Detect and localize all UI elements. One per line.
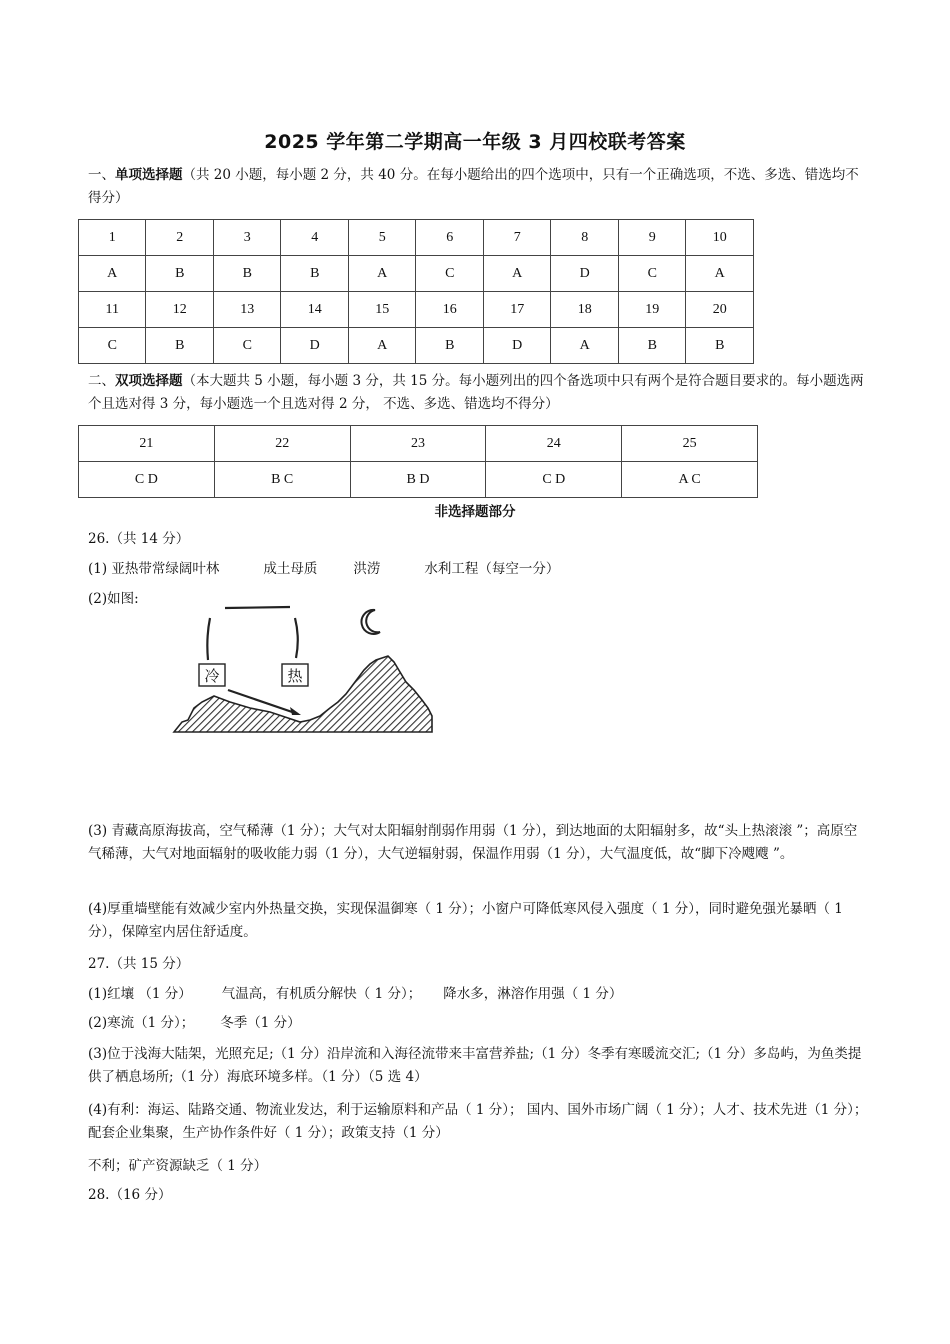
table-cell: 24 (486, 426, 622, 462)
section2-heading: 双项选择题 (115, 373, 183, 389)
table-row (79, 292, 754, 328)
table-cell: 5 (348, 220, 416, 256)
arrow-head-icon (290, 707, 301, 715)
table-cell: B (146, 256, 214, 292)
table-cell: 18 (551, 292, 619, 328)
table-cell: B D (350, 462, 486, 498)
table-row (79, 220, 754, 256)
table-cell: 23 (350, 426, 486, 462)
mountain-valley-breeze-diagram (170, 598, 438, 736)
table-row (79, 426, 758, 462)
table-cell: C (416, 256, 484, 292)
moon-icon (362, 610, 380, 634)
table-cell: 14 (281, 292, 349, 328)
q26-part1 (88, 559, 559, 579)
table-cell: C D (486, 462, 622, 498)
answer-text: (1)红壤 （1 分） (88, 986, 192, 1002)
table-cell: 8 (551, 220, 619, 256)
answer-text: 洪涝 (353, 561, 381, 577)
table-cell: 9 (618, 220, 686, 256)
section1-prefix: 一、 (88, 167, 115, 183)
table-cell: 4 (281, 220, 349, 256)
table-cell: C (213, 328, 281, 364)
table-cell: A (483, 256, 551, 292)
q27-part3: (3)位于浅海大陆架，光照充足;（1 分）沿岸流和入海径流带来丰富营养盐;（1 分）冬季有寒暖流交汇;（1 分）多岛屿，为鱼类提供了栖息场所;（1 分）海底环境多样。（1 分）（5 选 4） (88, 1046, 862, 1085)
table-cell: 1 (79, 220, 146, 256)
cold-label: 冷 (204, 667, 220, 685)
table-cell: B (416, 328, 484, 364)
q28-header: 28.（16 分） (88, 1187, 172, 1203)
q27-part2 (88, 1013, 301, 1033)
table-cell: 17 (483, 292, 551, 328)
table-cell: B (213, 256, 281, 292)
table-cell: 16 (416, 292, 484, 328)
table-cell: 11 (79, 292, 146, 328)
section1-heading: 单项选择题 (115, 167, 183, 183)
table-cell: 21 (79, 426, 215, 462)
table-cell: A (79, 256, 146, 292)
table-cell: 22 (214, 426, 350, 462)
page-title: 2025 学年第二学期高一年级 3 月四校联考答案 (264, 131, 686, 153)
table-cell: A (551, 328, 619, 364)
table-cell: D (551, 256, 619, 292)
table-cell: 3 (213, 220, 281, 256)
q26-header: 26.（共 14 分） (88, 531, 190, 547)
section1-intro (88, 164, 868, 210)
table-cell: 15 (348, 292, 416, 328)
answer-text: 水利工程（每空一分） (424, 561, 560, 577)
q27-part4: (4)有利：海运、陆路交通、物流业发达，利于运输原料和产品（ 1 分）； 国内、国外市场广阔（ 1 分）；人才、技术先进（1 分）；配套企业集聚，生产协作条件好（ 1 分）；政策支持（1 分） (88, 1102, 868, 1141)
q27-header: 27.（共 15 分） (88, 956, 190, 972)
table-cell: C D (79, 462, 215, 498)
table-cell: C (79, 328, 146, 364)
section2-desc: （本大题共 5 小题，每小题 3 分，共 15 分。每小题列出的四个备选项中只有两个是符合题目要求的。每小题选两个且选对得 3 分，每小题选一个且选对得 2 分， 不选、多选、错选均不得分） (88, 373, 864, 412)
table-cell: D (281, 328, 349, 364)
q26-part4: (4)厚重墙壁能有效减少室内外热量交换，实现保温御寒（ 1 分）；小窗户可降低寒风侵入强度（ 1 分），同时避免强光暴晒（ 1 分），保障室内居住舒适度。 (88, 901, 843, 940)
table-cell: 13 (213, 292, 281, 328)
q26-part2-label: (2)如图: (88, 591, 139, 607)
circulation-left-arrow-line (207, 618, 210, 660)
table-cell: 7 (483, 220, 551, 256)
table-cell: A C (622, 462, 758, 498)
circulation-top-arrow-line (225, 607, 290, 608)
table-cell: 19 (618, 292, 686, 328)
table-cell: A (348, 256, 416, 292)
table-cell: B (686, 328, 754, 364)
q27-part5: 不利；矿产资源缺乏（ 1 分） (88, 1158, 268, 1174)
table-row (79, 462, 758, 498)
single-choice-answer-table (78, 219, 754, 364)
answer-text: 降水多，淋溶作用强（ 1 分） (443, 986, 623, 1002)
table-cell: B (146, 328, 214, 364)
table-cell: B (281, 256, 349, 292)
hot-label: 热 (287, 667, 303, 685)
circulation-right-arrow-line (295, 618, 298, 658)
section1-desc: （共 20 小题，每小题 2 分，共 40 分。在每小题给出的四个选项中，只有一个正确选项，不选、多选、错选均不得分） (88, 167, 859, 206)
table-cell: B (618, 328, 686, 364)
table-row (79, 256, 754, 292)
answer-text: 成土母质 (263, 561, 318, 577)
table-cell: 20 (686, 292, 754, 328)
table-cell: A (686, 256, 754, 292)
table-cell: B C (214, 462, 350, 498)
table-cell: 12 (146, 292, 214, 328)
answer-text: (2)寒流（1 分）； (88, 1015, 195, 1031)
answer-text: 气温高，有机质分解快（ 1 分）； (221, 986, 422, 1002)
section2-prefix: 二、 (88, 373, 115, 389)
double-choice-answer-table (78, 425, 758, 498)
table-cell: 6 (416, 220, 484, 256)
table-cell: 10 (686, 220, 754, 256)
non-choice-heading: 非选择题部分 (434, 504, 516, 520)
table-cell: D (483, 328, 551, 364)
table-cell: A (348, 328, 416, 364)
q26-part3: (3) 青藏高原海拔高，空气稀薄（1 分）；大气对太阳辐射削弱作用弱（1 分），到达地面的太阳辐射多，故“头上热滚滚 ”；高原空气稀薄，大气对地面辐射的吸收能力弱（1 分），大气逆辐射弱，保温作用弱（1 分），大气温度低，故“脚下冷飕飕 ”。 (88, 823, 858, 862)
table-cell: C (618, 256, 686, 292)
table-row (79, 328, 754, 364)
answer-text: (1) 亚热带常绿阔叶林 (88, 561, 220, 577)
answer-text: 冬季（1 分） (220, 1015, 301, 1031)
table-cell: 2 (146, 220, 214, 256)
section2-intro (88, 370, 868, 416)
q27-part1 (88, 984, 622, 1004)
table-cell: 25 (622, 426, 758, 462)
